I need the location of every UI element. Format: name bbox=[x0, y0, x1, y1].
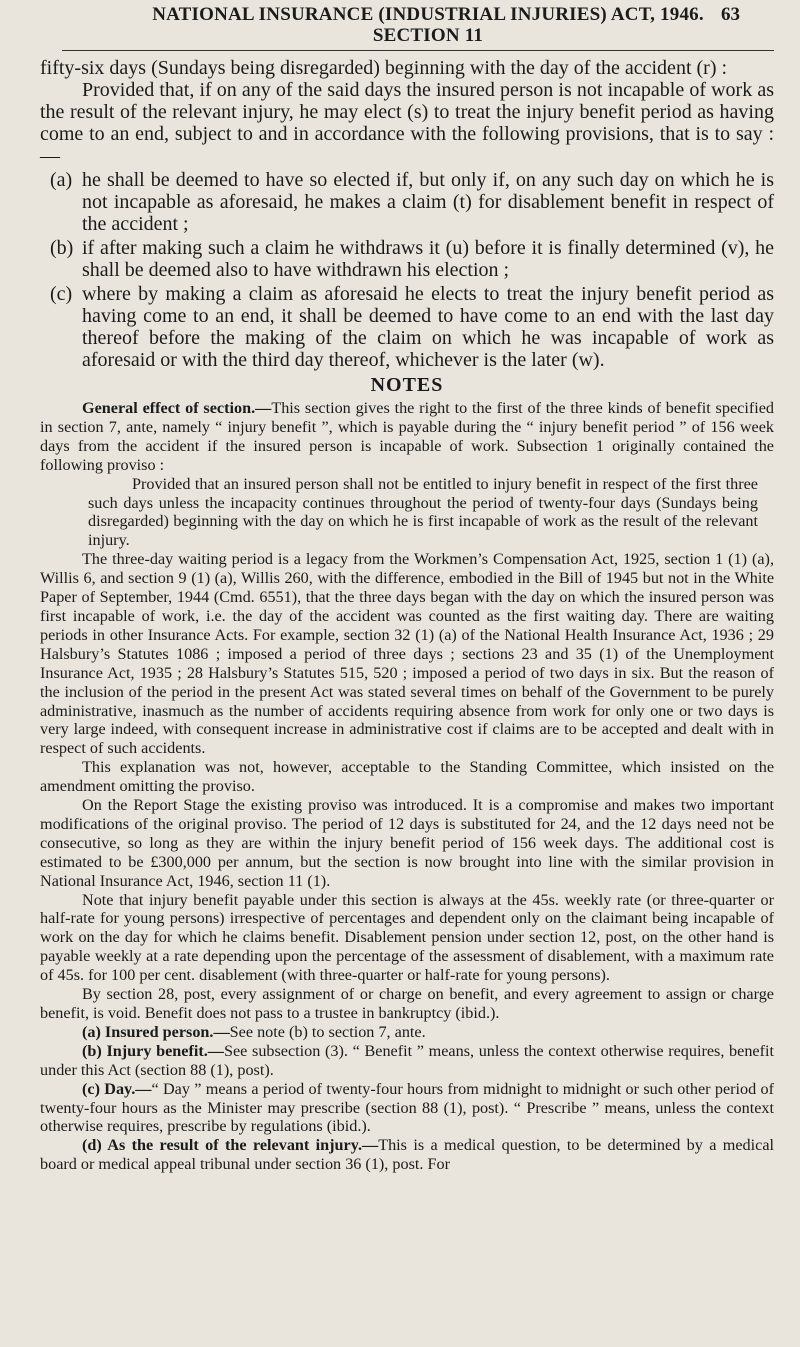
note-d bbox=[40, 1136, 774, 1174]
note-heading: (d) As the result of the relevant injury.— bbox=[82, 1136, 379, 1155]
running-title: NATIONAL INSURANCE (INDUSTRIAL INJURIES) ACT, 1946. SECTION 11 bbox=[152, 4, 704, 46]
note-text: “ Day ” means a period of twenty-four hours from midnight to midnight or such other period of twenty-four hours as the Minister may prescribe (section 88 (1), post). “ Prescribe ” means, unless the context otherwise requires, prescribe by regulations (ibid.). bbox=[40, 1079, 774, 1136]
note-paragraph: On the Report Stage the existing proviso was introduced. It is a compromise and makes two important modifications of the original proviso. The period of 12 days is substituted for 24, and the 12 days need not be consecutive, so long as they are within the injury benefit period of 156 week days. The additional cost is estimated to be £300,000 per annum, but the section is now brought into line with the similar provision in National Insurance Act, 1946, section 11 (1). bbox=[40, 796, 774, 890]
running-head bbox=[40, 0, 774, 50]
header-rule bbox=[62, 50, 774, 51]
note-heading: (a) Insured person.— bbox=[82, 1022, 230, 1041]
provision-b bbox=[50, 237, 774, 281]
statute-text bbox=[40, 57, 774, 371]
notes-heading: NOTES bbox=[370, 374, 444, 396]
statute-paragraph: fifty-six days (Sundays being disregarded) beginning with the day of the accident (r) : bbox=[40, 57, 728, 79]
note-heading: (b) Injury benefit.— bbox=[82, 1041, 224, 1060]
provision-a bbox=[50, 169, 774, 235]
note-text: See note (b) to section 7, ante. bbox=[229, 1022, 426, 1041]
quoted-proviso: Provided that an insured person shall not be entitled to injury benefit in respect of the first three such days unless the incapacity continues throughout the period of twenty-four days (Sundays being disregarded) beginning with the day on which he is first incapable of work as the result of the relevant injury. bbox=[88, 474, 758, 550]
provision-text: where by making a claim as aforesaid he elects to treat the injury benefit period as having come to an end, it shall be deemed to have come to an end with the last day thereof before the making of the claim on which he was incapable of work as aforesaid or with the third day thereof, whichever is the later (w). bbox=[82, 283, 774, 371]
note-paragraph: By section 28, post, every assignment of or charge on benefit, and every agreement to assign or charge benefit, is void. Benefit does not pass to a trustee in bankruptcy (ibid.). bbox=[40, 985, 774, 1022]
note-text: This section gives the right to the first of the three kinds of benefit specified in section 7, ante, namely “ injury benefit ”, which is payable during the “ injury benefit period ” of 156 week days from the accident if the insured person is incapable of work. Subsection 1 originally contained the following proviso : bbox=[40, 399, 774, 474]
provision-c bbox=[50, 283, 774, 371]
note-heading: (c) Day.— bbox=[82, 1079, 152, 1098]
notes-body bbox=[40, 399, 774, 1174]
provision-text: if after making such a claim he withdraws it (u) before it is finally determined (v), he shall be deemed also to have withdrawn his election ; bbox=[82, 237, 774, 281]
provision-label: (c) bbox=[50, 283, 73, 305]
provision-text: he shall be deemed to have so elected if, but only if, on any such day on which he is not incapable as aforesaid, he makes a claim (t) for disablement benefit in respect of the accident ; bbox=[82, 169, 774, 235]
note-heading: General effect of section.— bbox=[82, 399, 272, 417]
note-paragraph: This explanation was not, however, acceptable to the Standing Committee, which insisted on the amendment omitting the proviso. bbox=[40, 758, 774, 796]
provision-label: (b) bbox=[50, 237, 74, 259]
note-paragraph: The three-day waiting period is a legacy from the Workmen’s Compensation Act, 1925, section 1 (1) (a), Willis 6, and section 9 (1) (a), Willis 260, with the difference, embodied in the Bill of 1945 but not in the White Paper of September, 1944 (Cmd. 6551), that the three days began with the day on which the insured person was first incapable of work, i.e. the day of the accident was counted as the first waiting day. There are waiting periods in other Insurance Acts. For example, section 32 (1) (a) of the National Health Insurance Act, 1936 ; 29 Halsbury’s Statutes 1086 ; imposed a period of three days ; sections 23 and 35 (1) of the Unemployment Insurance Act, 1935 ; 28 Halsbury’s Statutes 515, 520 ; imposed a period of two days in six. But the reason of the inclusion of the period in the present Act was stated several times on behalf of the Government to be purely administrative, inasmuch as the number of accidents requiring absence from work for only one or two days is very large indeed, with consequent increase in administrative cost if claims are to be accepted and dealt with in respect of such accidents. bbox=[40, 550, 774, 758]
provision-label: (a) bbox=[50, 169, 73, 191]
note-c bbox=[40, 1080, 774, 1137]
note-b bbox=[40, 1042, 774, 1080]
note-text: See subsection (3). “ Benefit ” means, unless the context otherwise requires, benefit under this Act (section 88 (1), post). bbox=[40, 1041, 774, 1079]
note-general bbox=[40, 399, 774, 475]
note-a bbox=[40, 1023, 774, 1042]
proviso-paragraph: Provided that, if on any of the said days the insured person is not incapable of work as the result of the relevant injury, he may elect (s) to treat the injury benefit period as having come to an end, subject to and in accordance with the following provisions, that is to say :— bbox=[40, 79, 774, 167]
note-paragraph: Note that injury benefit payable under this section is always at the 45s. weekly rate (or three-quarter or half-rate for young persons) irrespective of percentages and dependent only on the claimant being incapable of work on the day for which he claims benefit. Disablement pension under section 12, post, on the other hand is payable weekly at a rate depending upon the percentage of the assessment of disablement, with a maximum rate of 45s. for 100 per cent. disablement (with three-quarter or half-rate for young persons). bbox=[40, 890, 774, 985]
page-number: 63 bbox=[721, 4, 740, 25]
note-text: This is a medical question, to be determined by a medical board or medical appeal tribunal under section 36 (1), post. For bbox=[40, 1136, 775, 1174]
